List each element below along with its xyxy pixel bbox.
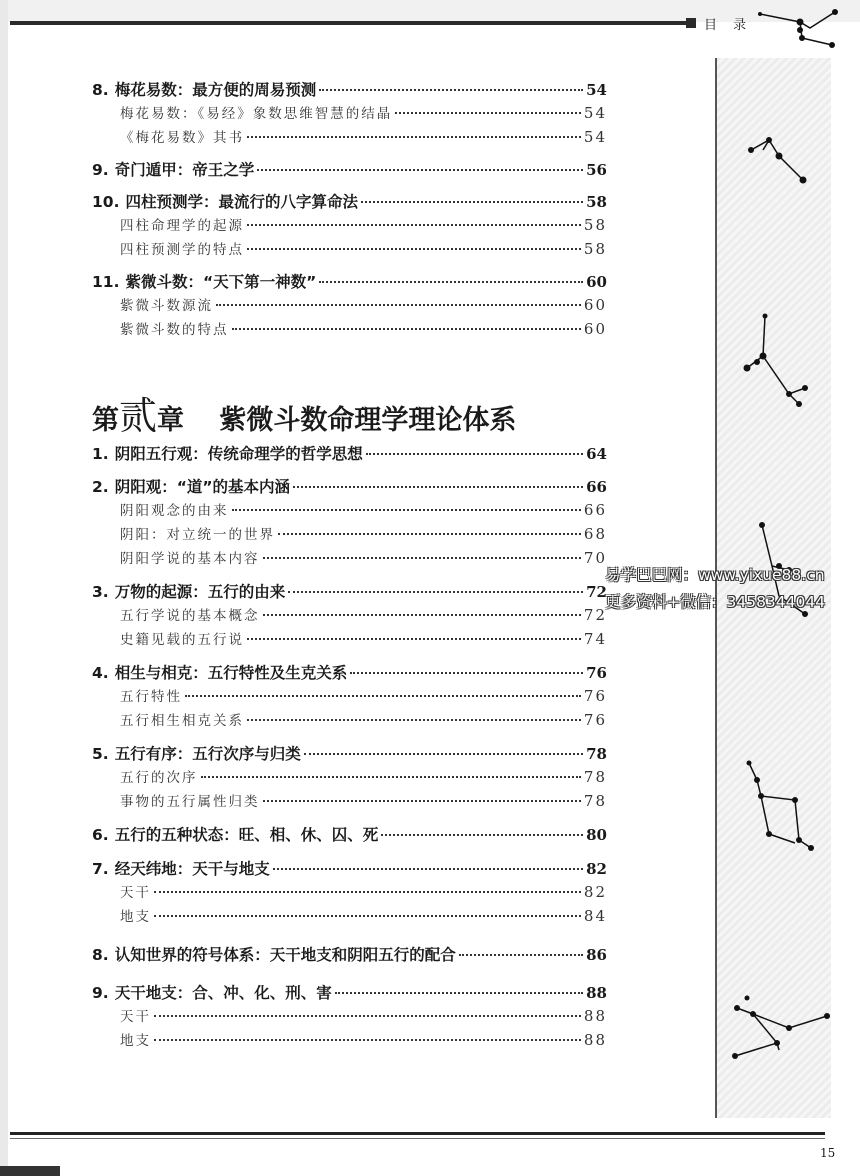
toc-entry[interactable]: 9. 天干地支：合、冲、化、刑、害 88 <box>92 984 607 1002</box>
leader-dots <box>350 672 583 674</box>
chapter-title: 紫微斗数命理学理论体系 <box>219 405 517 436</box>
header-title: 目 录 <box>704 18 753 33</box>
toc-entry[interactable]: 2. 阴阳观：“道”的基本内涵 66 <box>92 478 607 496</box>
leader-dots <box>154 915 581 917</box>
leader-dots <box>154 891 581 893</box>
toc-entry[interactable]: 8. 认知世界的符号体系：天干地支和阴阳五行的配合 86 <box>92 946 607 964</box>
toc-entry[interactable]: 11. 紫微斗数：“天下第一神数” 60 <box>92 273 607 291</box>
toc-group <box>92 475 607 571</box>
toc-entry[interactable]: 8. 梅花易数：最方便的周易预测 54 <box>92 81 607 99</box>
leader-dots <box>288 591 583 593</box>
header-constellation-icon <box>750 0 860 60</box>
leader-dots <box>395 112 581 114</box>
footer-rule-thin <box>10 1138 825 1139</box>
leader-dots <box>293 486 583 488</box>
toc-group <box>92 857 607 929</box>
toc-section-a <box>92 78 607 342</box>
toc-sub-entry[interactable]: 五行的次序 78 <box>120 768 607 786</box>
leader-dots <box>319 281 583 283</box>
toc-entry[interactable]: 5. 五行有序：五行次序与归类 78 <box>92 745 607 763</box>
toc-sub-entry[interactable]: 《梅花易数》其书 54 <box>120 128 607 146</box>
toc-sub-entry[interactable]: 史籍见载的五行说 74 <box>120 630 607 648</box>
toc-section-b <box>92 442 607 1053</box>
toc-sub-entry[interactable]: 天干 82 <box>120 883 607 901</box>
leader-dots <box>247 719 581 721</box>
leader-dots <box>263 614 581 616</box>
toc-sub-entry[interactable]: 阴阳学说的基本内容 70 <box>120 549 607 567</box>
leader-dots <box>154 1039 581 1041</box>
toc-group <box>92 823 607 847</box>
leader-dots <box>216 304 581 306</box>
toc-group <box>92 742 607 814</box>
header-rule <box>10 21 694 25</box>
leader-dots <box>247 224 581 226</box>
header-square-mark <box>686 18 696 28</box>
chapter-numeral: 贰 <box>119 394 158 438</box>
left-page-edge <box>0 0 8 1176</box>
toc-entry[interactable]: 6. 五行的五种状态：旺、相、休、囚、死 80 <box>92 826 607 844</box>
toc-group <box>92 270 607 342</box>
toc-sub-entry[interactable]: 紫微斗数的特点 60 <box>120 320 607 338</box>
chapter-suffix: 章 <box>157 405 185 436</box>
leader-dots <box>273 868 583 870</box>
toc-group <box>92 943 607 967</box>
toc-sub-entry[interactable]: 阴阳观念的由来 66 <box>120 501 607 519</box>
chapter-prefix: 第 <box>92 405 119 436</box>
leader-dots <box>335 992 583 994</box>
chapter-heading <box>92 385 516 440</box>
toc-group <box>92 981 607 1053</box>
page-number: 15 <box>820 1146 836 1160</box>
toc-group <box>92 190 607 262</box>
leader-dots <box>232 509 581 511</box>
toc-sub-entry[interactable]: 五行学说的基本概念 72 <box>120 606 607 624</box>
toc-group <box>92 78 607 150</box>
leader-dots <box>366 453 583 455</box>
toc-sub-entry[interactable]: 阴阳：对立统一的世界 68 <box>120 525 607 543</box>
leader-dots <box>459 954 583 956</box>
toc-entry[interactable]: 4. 相生与相克：五行特性及生克关系 76 <box>92 664 607 682</box>
toc-sub-entry[interactable]: 事物的五行属性归类 78 <box>120 792 607 810</box>
toc-group <box>92 158 607 182</box>
toc-sub-entry[interactable]: 四柱命理学的起源 58 <box>120 216 607 234</box>
toc-sub-entry[interactable]: 梅花易数：《易经》象数思维智慧的结晶 54 <box>120 104 607 122</box>
toc-entry[interactable]: 9. 奇门遁甲：帝王之学 56 <box>92 161 607 179</box>
toc-sub-entry[interactable]: 紫微斗数源流 60 <box>120 296 607 314</box>
toc-sub-entry[interactable]: 地支 84 <box>120 907 607 925</box>
leader-dots <box>263 800 581 802</box>
leader-dots <box>247 136 581 138</box>
leader-dots <box>201 776 581 778</box>
leader-dots <box>232 328 581 330</box>
leader-dots <box>257 169 583 171</box>
toc-sub-entry[interactable]: 五行相生相克关系 76 <box>120 711 607 729</box>
watermark <box>605 562 825 616</box>
watermark-line-2: 更多资料+微信：3458344044 <box>605 593 826 611</box>
toc-group <box>92 580 607 652</box>
leader-dots <box>304 753 583 755</box>
toc-sub-entry[interactable]: 天干 88 <box>120 1007 607 1025</box>
toc-sub-entry[interactable]: 四柱预测学的特点 58 <box>120 240 607 258</box>
leader-dots <box>278 533 581 535</box>
leader-dots <box>319 89 583 91</box>
bottom-edge-mark <box>0 1166 60 1176</box>
leader-dots <box>361 201 583 203</box>
toc-entry[interactable]: 3. 万物的起源：五行的由来 72 <box>92 583 607 601</box>
toc-entry[interactable]: 10. 四柱预测学：最流行的八字算命法 58 <box>92 193 607 211</box>
leader-dots <box>185 695 581 697</box>
toc-group <box>92 661 607 733</box>
leader-dots <box>247 248 581 250</box>
leader-dots <box>247 638 581 640</box>
footer-rule <box>10 1132 825 1135</box>
toc-sub-entry[interactable]: 地支 88 <box>120 1031 607 1049</box>
toc-sub-entry[interactable]: 五行特性 76 <box>120 687 607 705</box>
leader-dots <box>263 557 581 559</box>
leader-dots <box>381 834 583 836</box>
toc-entry[interactable]: 7. 经天纬地：天干与地支 82 <box>92 860 607 878</box>
toc-entry[interactable]: 1. 阴阳五行观：传统命理学的哲学思想 64 <box>92 445 607 463</box>
watermark-line-1: 易学巴巴网：www.yixue88.cn <box>605 566 825 584</box>
toc-group <box>92 442 607 466</box>
leader-dots <box>154 1015 581 1017</box>
